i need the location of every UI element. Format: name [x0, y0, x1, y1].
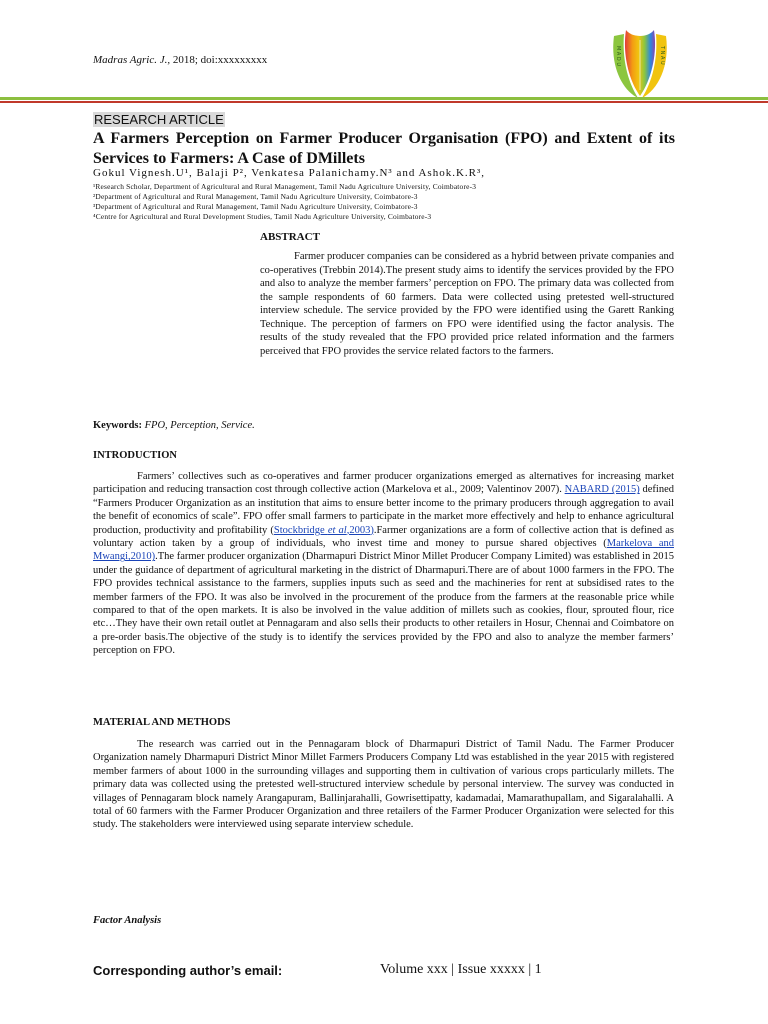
- affiliation-2: ²Department of Agricultural and Rural Management, Tamil Nadu Agriculture University, Coimbatore-3: [93, 192, 418, 201]
- affiliation-1: ¹Research Scholar, Department of Agricultural and Rural Management, Tamil Nadu Agriculture University, Coimbatore-3: [93, 182, 477, 191]
- abstract-heading: ABSTRACT: [260, 231, 320, 243]
- nabard-link[interactable]: NABARD (2015): [564, 484, 640, 496]
- article-type: RESEARCH ARTICLE: [94, 112, 224, 127]
- volume-issue-page: Volume xxx | Issue xxxxx | 1: [380, 962, 542, 977]
- markelova-link[interactable]: Markelova and Mwangi,2010): [93, 538, 674, 563]
- keywords-value: FPO, Perception, Service.: [142, 420, 255, 431]
- methods-text: The research was carried out in the Pennagaram block of Dharmapuri District of Tamil Nadu. The Farmer Producer Organization namely Dharmapuri District Minor Millet Farmers Producers Company Ltd was established in the year 2015 with registered member farmers of about 1000 in the surrounding villages and supporting them in cultivation of various crops particularly millets. The primary data was collected using the pretested well-structured interview schedule by personal interview. The survey was conducted in villages of Pennagaram block namely Arangapuram, Ballinjarahalli, Gowrisettipatty, kadamadai, Mamarathupallam, and Sigaralahalli. A total of 60 farmers with the Farmer Producer Organization and three retailers of the Farmer Producer Organization were selected for this study. The stakeholders were interviewed using separate interview schedule.: [93, 739, 674, 831]
- corresponding-author: Corresponding author’s email:: [93, 963, 283, 978]
- abstract-text: Farmer producer companies can be considered as a hybrid between private companies and co-operatives (Trebbin 2014).The present study aims to identify the services provided by the FPO and also to analyze the member farmers’ perception on FPO. The primary data was collected from the sample respondents of 60 farmers. Data were collected using pretested well-structured interview schedule. The service provided by the FPO were identified using the Garett Ranking Technique. The perception of farmers on FPO were identified using the factor analysis. The results of the study revealed that the FPO provided price related information and the farmers perceived that FPO provides the service related factors to the farmers.: [260, 251, 674, 357]
- affiliation-4: ⁴Centre for Agricultural and Rural Development Studies, Tamil Nadu Agriculture University, Coimbatore-3: [93, 212, 432, 221]
- header-rule-green: [0, 97, 768, 100]
- keywords-label: Keywords:: [93, 420, 142, 431]
- intro-text-3: .Farmer organizations are a form of collective action that is defined as voluntary action taken by a group of individuals, who invest time and money to pursue shared objectives (: [93, 524, 674, 550]
- article-title: A Farmers Perception on Farmer Producer Organisation (FPO) and Extent of its Services to Farmers: A Case of DMillets: [93, 130, 675, 167]
- stockbridge-link-author: Stockbridge: [273, 524, 328, 536]
- introduction-heading: INTRODUCTION: [93, 450, 178, 461]
- keywords: [93, 420, 255, 431]
- author-list: Gokul Vignesh.U¹, Balaji P², Venkatesa Palanichamy.N³ and Ashok.K.R³,: [93, 167, 486, 179]
- methods-heading: MATERIAL AND METHODS: [93, 717, 231, 728]
- affiliation-3: ³Department of Agricultural and Rural Management, Tamil Nadu Agriculture University, Coimbatore-3: [93, 202, 418, 211]
- factor-analysis-heading: Factor Analysis: [93, 915, 162, 926]
- journal-name: Madras Agric. J.,: [93, 54, 171, 66]
- stockbridge-link-year: ,2003): [346, 524, 374, 536]
- journal-doi: 2018; doi:xxxxxxxxx: [170, 54, 268, 66]
- stockbridge-link[interactable]: [274, 525, 374, 536]
- intro-text-1: Farmers’ collectives such as co-operatives and farmer producer organizations emerged as alternatives for increasing market participation and reducing transaction cost through collective action (Markelova et al., 2009; Valentinov 2007).: [93, 471, 674, 496]
- intro-text-4: .The farmer producer organization (Dharmapuri District Minor Millet Producer Company Limited) was established in 2015 under the guidance of department of agricultural marketing in the district of Dharmapuri.There are of about 1000 farmers in the FPO. The FPO provides technical assistance to the farmers, supplies inputs such as seed and the machineries for rent at subsidised rates to the member farmers of the FPO. It was also be involved in the procurement of the produce from the farmers at the reasonable price while compared to that of the open markets. It is also be involved in the value addition of millets such as cookies, flour, sprouted flour, rice etc…They have their own retail outlet at Pennagaram and also sells their products to other retailers in Hosur, Chennai and Coimbatore on a pre-order basis.The objective of the study is to identify the services provided by the FPO and also to analyze the member farmers’ perception on FPO.: [93, 551, 674, 657]
- intro-text-2: defined “Farmers Producer Organization as an institution that aims to ensure better income to the primary producers through aggregation to avail the benefit of economics of scale”. FPO offer small farmers to participate in the market more effectively and help to enhance agricultural production, productivity and profitability (: [93, 484, 674, 536]
- logo-left-text: M A D U: [615, 46, 621, 67]
- header-rule-red: [0, 101, 768, 103]
- logo-right-text: T N A U: [659, 46, 665, 65]
- journal-citation: [93, 54, 267, 66]
- introduction-text: [93, 470, 674, 658]
- university-logo: [608, 26, 672, 102]
- stockbridge-link-etal: et al: [327, 524, 347, 536]
